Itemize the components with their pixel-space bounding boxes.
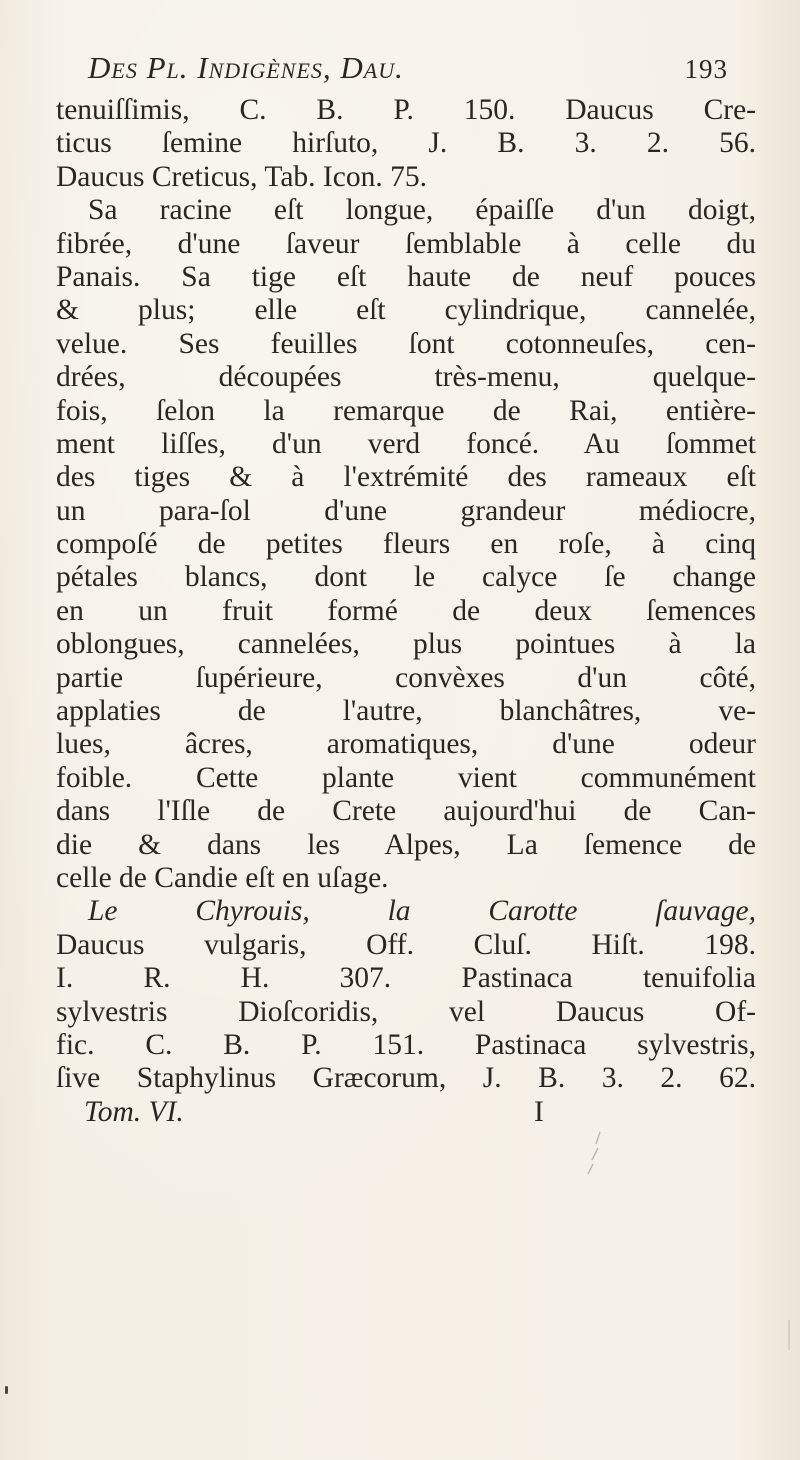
text-line: dans l'Iſle de Crete aujourd'hui de Can- [56,795,756,828]
page-footer [84,1096,644,1130]
ink-bleed-mark [584,1130,606,1176]
paper-speck [5,1386,8,1394]
text-line: Panais. Sa tige eſt haute de neuf pouces [56,260,756,293]
signature-mark: I [534,1096,544,1128]
text-line: Sa racine eſt longue, épaiſſe d'un doigt, [88,194,756,227]
text-line: un para-ſol d'une grandeur médiocre, [56,494,756,527]
text-line: velue. Ses feuilles ſont cotonneuſes, cen- [56,327,756,360]
text-line: des tiges & à l'extrémité des rameaux eſt [56,461,756,494]
margin-shadow [788,1320,790,1350]
text-line: ment liſſes, d'un verd foncé. Au ſommet [56,427,756,460]
page-number: 193 [684,54,728,84]
text-line: celle de Candie eſt en uſage. [56,861,389,894]
running-header [88,50,728,94]
text-line: oblongues, cannelées, plus pointues à la [56,628,756,661]
text-line: lues, âcres, aromatiques, d'une odeur [56,728,756,761]
text-line: Daucus Creticus, Tab. Icon. 75. [56,160,427,193]
text-line: foible. Cette plante vient communément [56,761,756,794]
text-line: en un fruit formé de deux ſemences [56,594,756,627]
text-line: pétales blancs, dont le calyce ſe change [56,561,756,594]
text-line: compoſé de petites fleurs en roſe, à cinq [56,528,756,561]
text-line: die & dans les Alpes, La ſemence de [56,828,756,861]
text-line: Le Chyrouis, la Carotte ſauvage, [88,895,756,928]
text-line: ticus ſemine hirſuto, J. B. 3. 2. 56. [56,127,756,160]
text-line: sylvestris Dioſcoridis, vel Daucus Of- [56,995,756,1028]
text-line: & plus; elle eſt cylindrique, cannelée, [56,294,756,327]
page-body [56,94,756,1096]
text-line: fic. C. B. P. 151. Pastinaca sylvestris, [56,1028,756,1061]
text-line: fibrée, d'une ſaveur ſemblable à celle du [56,227,756,260]
running-title: Des Pl. Indigènes, Dau. [88,50,404,85]
text-line: Daucus vulgaris, Off. Cluſ. Hiſt. 198. [56,928,756,961]
text-line: I. R. H. 307. Pastinaca tenuifolia [56,962,756,995]
text-line: drées, découpées très-menu, quelque- [56,361,756,394]
text-line: partie ſupérieure, convèxes d'un côté, [56,661,756,694]
text-line: fois, ſelon la remarque de Rai, entière- [56,394,756,427]
text-line: ſive Staphylinus Græcorum, J. B. 3. 2. 62. [56,1062,756,1095]
volume-label: Tom. VI. [84,1096,184,1128]
text-line: tenuiſſimis, C. B. P. 150. Daucus Cre- [56,94,756,126]
text-line: applaties de l'autre, blanchâtres, ve- [56,695,756,728]
